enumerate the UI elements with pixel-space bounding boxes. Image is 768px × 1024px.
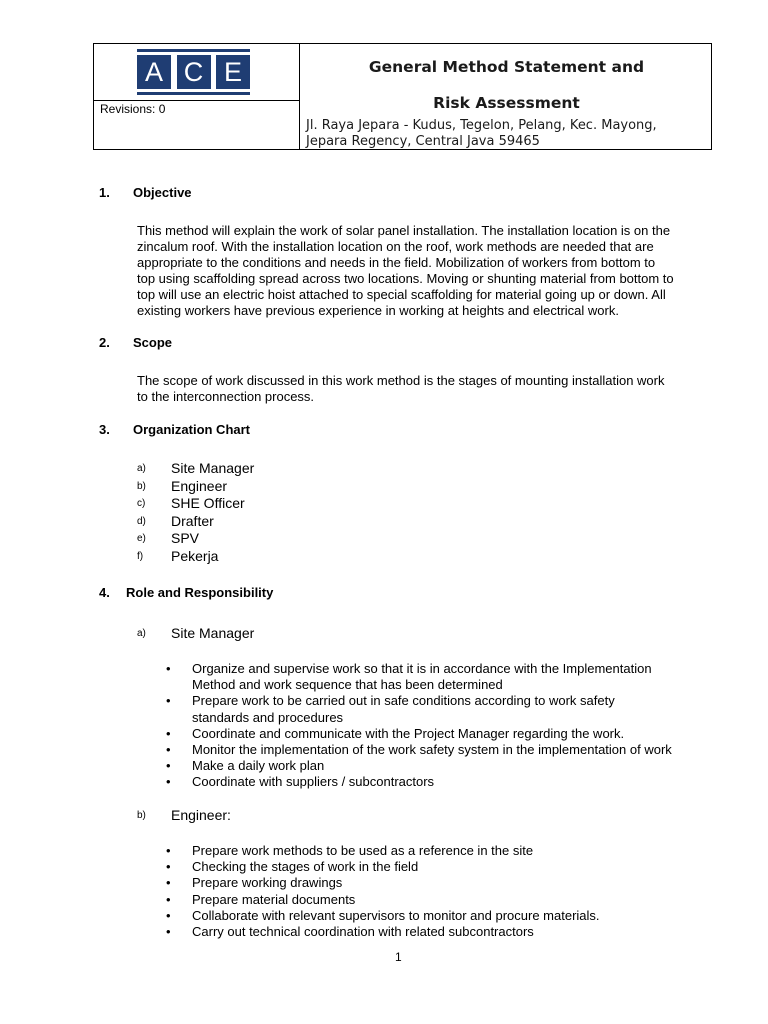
org-chart-item	[137, 530, 437, 548]
duty-item	[166, 859, 726, 875]
objective-paragraph	[137, 223, 722, 319]
address	[306, 118, 711, 150]
bullet-icon: •	[166, 661, 171, 676]
duty-line: Collaborate with relevant supervisors to monitor and procure materials.	[192, 907, 600, 923]
role-site-manager-label: Site Manager	[171, 625, 255, 641]
duty-item	[166, 726, 726, 742]
duty-item	[166, 742, 726, 758]
logo-top-rule	[137, 49, 250, 52]
section-scope-title: Scope	[133, 335, 173, 350]
address-line-1: Jl. Raya Jepara - Kudus, Tegelon, Pelang, Kec. Mayong,	[306, 118, 657, 133]
engineer-duties	[166, 843, 726, 940]
org-chart-item-label: SPV	[171, 530, 200, 547]
objective-line: top using scaffolding spread across two locations. Moving or shunting material from bottom to	[137, 271, 674, 286]
duty-line: Prepare work methods to be used as a reference in the site	[192, 843, 534, 858]
section-roles-title: Role and Responsibility	[126, 585, 274, 600]
scope-paragraph	[137, 373, 722, 405]
section-scope-number: 2.	[99, 335, 110, 350]
logo-bottom-rule	[137, 92, 250, 95]
duty-line: Monitor the implementation of the work safety system in the implementation of work	[192, 742, 672, 758]
org-chart-item	[137, 460, 437, 478]
duty-item	[166, 774, 726, 790]
duty-line: Checking the stages of work in the field	[192, 859, 419, 875]
bullet-icon: •	[166, 758, 171, 774]
org-chart-item-marker: e)	[137, 533, 146, 545]
section-objective-number: 1.	[99, 185, 110, 200]
logo-letter-e: E	[216, 55, 250, 89]
bullet-icon: •	[166, 859, 171, 875]
duty-line: Method and work sequence that has been determined	[192, 677, 503, 693]
org-chart-list	[137, 460, 437, 566]
duty-line: standards and procedures	[192, 709, 344, 725]
duty-item	[166, 661, 726, 693]
org-chart-item	[137, 478, 437, 496]
revisions-label: Revisions: 0	[100, 102, 166, 116]
duty-item	[166, 875, 726, 891]
org-chart-item-marker: c)	[137, 498, 146, 510]
header-table	[93, 43, 712, 150]
duty-item	[166, 843, 726, 859]
org-chart-item-marker: f)	[137, 550, 144, 562]
duty-item	[166, 758, 726, 774]
page-number: 1	[395, 950, 402, 964]
bullet-icon: •	[166, 843, 171, 858]
duty-item	[166, 908, 726, 924]
duty-line: Coordinate and communicate with the Project Manager regarding the work.	[192, 725, 625, 741]
org-chart-item-label: Drafter	[171, 512, 214, 529]
duty-line: Coordinate with suppliers / subcontractors	[192, 774, 435, 790]
objective-line: This method will explain the work of solar panel installation. The installation location is on the	[137, 223, 671, 238]
bullet-icon: •	[166, 693, 171, 709]
logo-letter-c: C	[177, 55, 211, 89]
duty-line: Organize and supervise work so that it is in accordance with the Implementation	[192, 661, 652, 676]
bullet-icon: •	[166, 924, 171, 940]
duty-item	[166, 924, 726, 940]
bullet-icon: •	[166, 742, 171, 758]
duty-item	[166, 693, 726, 725]
section-org-chart-number: 3.	[99, 422, 110, 437]
org-chart-item-marker: b)	[137, 480, 146, 492]
objective-line: appropriate to the conditions and needs in the field. Mobilization of workers from bottom to	[137, 255, 656, 270]
org-chart-item-marker: d)	[137, 515, 146, 527]
bullet-icon: •	[166, 907, 171, 923]
address-line-2: Jepara Regency, Central Java 59465	[306, 134, 540, 149]
section-roles-number: 4.	[99, 585, 110, 600]
bullet-icon: •	[166, 725, 171, 741]
header-divider-horizontal	[94, 100, 299, 101]
objective-line: top will use an electric hoist attached to special scaffolding for material going up or down. All	[137, 287, 666, 302]
org-chart-item-label: Pekerja	[171, 547, 219, 564]
scope-line: to the interconnection process.	[137, 389, 315, 404]
bullet-icon: •	[166, 774, 171, 790]
duty-line: Prepare work to be carried out in safe conditions according to work safety	[192, 693, 615, 709]
role-engineer-label: Engineer:	[171, 807, 231, 823]
objective-line: existing workers have previous experience in working at heights and electrical work.	[137, 303, 619, 318]
document-title-line-1: General Method Statement and	[368, 58, 645, 76]
org-chart-item-label: SHE Officer	[171, 495, 245, 512]
section-objective-title: Objective	[133, 185, 192, 200]
org-chart-item-label: Site Manager	[171, 460, 255, 476]
duty-line: Prepare working drawings	[192, 875, 343, 891]
bullet-icon: •	[166, 875, 171, 891]
document-title-line-2: Risk Assessment	[433, 94, 580, 112]
objective-line: zincalum roof. With the installation location on the roof, work methods are needed that are	[137, 239, 654, 254]
org-chart-item-label: Engineer	[171, 477, 228, 494]
duty-line: Prepare material documents	[192, 891, 356, 907]
scope-line: The scope of work discussed in this work method is the stages of mounting installation work	[137, 373, 665, 388]
role-engineer-heading	[137, 807, 437, 825]
logo-letter-boxes	[137, 55, 250, 89]
org-chart-item	[137, 495, 437, 513]
role-engineer-marker: b)	[137, 810, 146, 821]
bullet-icon: •	[166, 891, 171, 907]
section-org-chart-title: Organization Chart	[133, 422, 251, 437]
org-chart-item-marker: a)	[137, 463, 146, 474]
logo-letter-a: A	[137, 55, 171, 89]
org-chart-item	[137, 513, 437, 531]
duty-line: Make a daily work plan	[192, 758, 325, 774]
duty-item	[166, 892, 726, 908]
org-chart-item	[137, 548, 437, 566]
site-manager-duties	[166, 661, 726, 791]
role-site-manager-marker: a)	[137, 628, 146, 639]
ace-logo	[137, 49, 250, 95]
duty-line: Carry out technical coordination with related subcontractors	[192, 924, 534, 940]
role-site-manager-heading	[137, 625, 437, 643]
